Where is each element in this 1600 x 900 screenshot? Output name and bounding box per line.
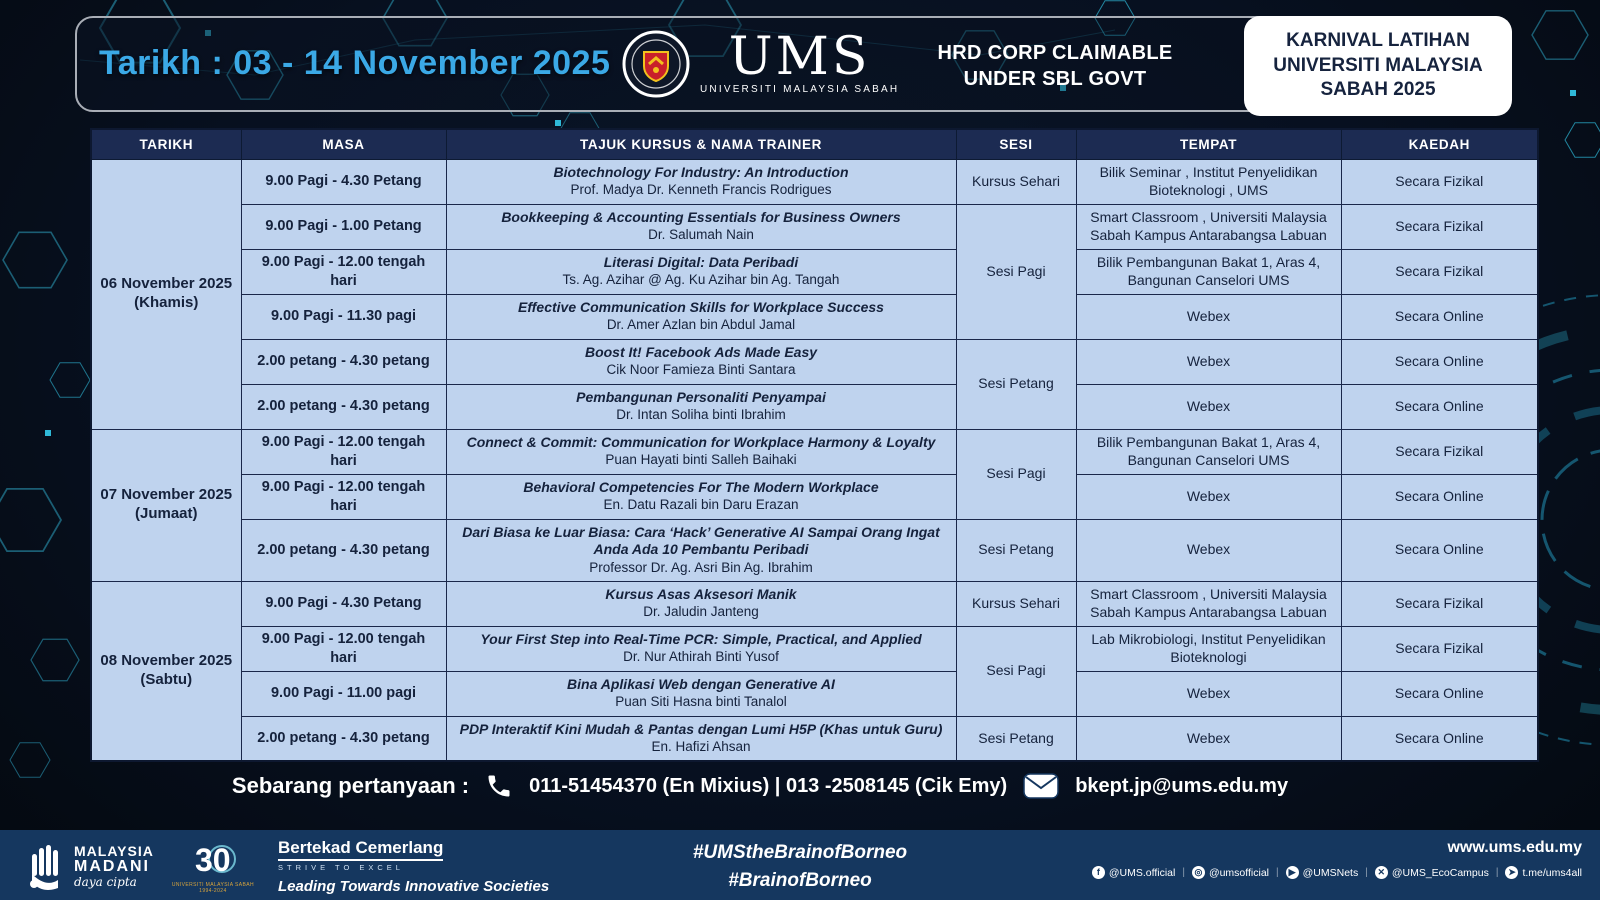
course-cell xyxy=(446,474,956,519)
kaedah-cell: Secara Fizikal xyxy=(1341,249,1538,294)
col-header-sesi: SESI xyxy=(956,129,1076,159)
table-row xyxy=(91,716,1538,761)
course-cell xyxy=(446,294,956,339)
divider: | xyxy=(1365,867,1368,878)
tempat-cell: Bilik Seminar , Institut Penyelidikan Bioteknologi , UMS xyxy=(1076,159,1341,204)
trainer-name: Professor Dr. Ag. Asri Bin Ag. Ibrahim xyxy=(589,559,813,575)
date-text: 08 November 2025 xyxy=(100,652,233,669)
table-row xyxy=(91,519,1538,581)
tempat-cell: Webex xyxy=(1076,339,1341,384)
ums-wordmark: UMS xyxy=(728,26,871,87)
kaedah-cell: Secara Online xyxy=(1341,519,1538,581)
kaedah-cell: Secara Fizikal xyxy=(1341,429,1538,474)
course-cell xyxy=(446,159,956,204)
masa-cell: 9.00 Pagi - 11.00 pagi xyxy=(241,671,446,716)
trainer-name: En. Datu Razali bin Daru Erazan xyxy=(603,497,799,513)
sesi-cell: Kursus Sehari xyxy=(956,581,1076,626)
youtube-handle: @UMSNets xyxy=(1302,866,1359,879)
masa-cell: 9.00 Pagi - 12.00 tengah hari xyxy=(241,249,446,294)
table-row xyxy=(91,159,1538,204)
masa-cell: 2.00 petang - 4.30 petang xyxy=(241,519,446,581)
social-facebook[interactable] xyxy=(1092,866,1175,879)
kaedah-cell: Secara Online xyxy=(1341,339,1538,384)
karnival-line1: KARNIVAL LATIHAN xyxy=(1286,29,1470,51)
trainer-name: Dr. Salumah Nain xyxy=(648,227,754,243)
masa-cell: 9.00 Pagi - 12.00 tengah hari xyxy=(241,474,446,519)
kaedah-cell: Secara Online xyxy=(1341,716,1538,761)
day-text: (Khamis) xyxy=(134,294,199,311)
motto-english: Leading Towards Innovative Societies xyxy=(277,878,550,895)
sesi-cell: Sesi Petang xyxy=(956,716,1076,761)
footer-left-logos xyxy=(28,838,549,895)
contact-label: Sebarang pertanyaan : xyxy=(231,773,470,798)
course-title: Your First Step into Real-Time PCR: Simple, Practical, and Applied xyxy=(480,630,922,647)
tempat-cell: Smart Classroom , Universiti Malaysia Sabah Kampus Antarabangsa Labuan xyxy=(1076,581,1341,626)
anniversary-30-icon xyxy=(189,840,237,882)
telegram-handle: t.me/ums4all xyxy=(1522,866,1582,879)
tempat-cell: Webex xyxy=(1076,716,1341,761)
ums-logo xyxy=(622,26,900,98)
contact-email[interactable]: bkept.jp@ums.edu.my xyxy=(1075,774,1289,797)
col-header-kaedah: KAEDAH xyxy=(1341,129,1538,159)
karnival-line3: SABAH 2025 xyxy=(1320,79,1436,101)
madani-line1: MALAYSIA xyxy=(74,842,154,859)
motto-strive: STRIVE TO EXCEL xyxy=(277,863,404,872)
sesi-cell: Sesi Petang xyxy=(956,339,1076,429)
website-link[interactable]: www.ums.edu.my xyxy=(1447,839,1582,856)
social-x[interactable] xyxy=(1375,866,1489,879)
divider: | xyxy=(1495,867,1499,878)
course-title: Behavioral Competencies For The Modern Workplace xyxy=(523,478,879,495)
tempat-cell: Bilik Pembangunan Bakat 1, Aras 4, Bangunan Canselori UMS xyxy=(1076,249,1341,294)
trainer-name: Ts. Ag. Azihar @ Ag. Ku Azihar bin Ag. Tangah xyxy=(562,272,840,288)
anniversary-30-logo xyxy=(172,840,254,894)
kaedah-cell: Secara Fizikal xyxy=(1341,204,1538,249)
anniversary-subtext: UNIVERSITI MALAYSIA SABAH xyxy=(171,881,254,888)
table-row xyxy=(91,671,1538,716)
date-cell xyxy=(91,159,241,429)
masa-cell: 9.00 Pagi - 1.00 Petang xyxy=(241,204,446,249)
divider: | xyxy=(1182,867,1185,878)
course-title: Dari Biasa ke Luar Biasa: Cara ‘Hack’ Generative AI Sampai Orang Ingat Anda Ada 10 Pembantu Peribadi xyxy=(462,523,940,558)
course-cell xyxy=(446,204,956,249)
trainer-name: Dr. Jaludin Janteng xyxy=(643,604,759,620)
instagram-icon: ◎ xyxy=(1192,866,1205,879)
masa-cell: 2.00 petang - 4.30 petang xyxy=(241,339,446,384)
col-header-masa: MASA xyxy=(241,129,446,159)
ums-crest-icon xyxy=(622,30,690,98)
kaedah-cell: Secara Fizikal xyxy=(1341,581,1538,626)
instagram-handle: @umsofficial xyxy=(1208,866,1270,879)
hashtag-2: #BrainofBorneo xyxy=(728,869,872,891)
course-cell xyxy=(446,339,956,384)
telegram-icon: ➤ xyxy=(1505,866,1518,879)
masa-cell: 9.00 Pagi - 4.30 Petang xyxy=(241,581,446,626)
course-cell xyxy=(446,626,956,671)
date-cell xyxy=(91,429,241,581)
motto-malay: Bertekad Cemerlang xyxy=(278,838,443,861)
course-cell xyxy=(446,716,956,761)
trainer-name: Prof. Madya Dr. Kenneth Francis Rodrigues xyxy=(570,182,832,198)
footer-hashtags xyxy=(693,839,907,894)
trainer-name: En. Hafizi Ahsan xyxy=(651,739,751,755)
kaedah-cell: Secara Online xyxy=(1341,384,1538,429)
course-title: Effective Communication Skills for Workplace Success xyxy=(518,298,884,315)
tempat-cell: Webex xyxy=(1076,671,1341,716)
day-text: (Jumaat) xyxy=(134,505,198,522)
x-handle: @UMS_EcoCampus xyxy=(1391,866,1489,879)
course-title: Bina Aplikasi Web dengan Generative AI xyxy=(567,675,835,692)
table-row xyxy=(91,249,1538,294)
social-links xyxy=(1092,866,1582,879)
motto-block xyxy=(278,838,549,895)
col-header-tempat: TEMPAT xyxy=(1076,129,1341,159)
header-banner xyxy=(75,16,1512,112)
sesi-cell: Sesi Pagi xyxy=(956,429,1076,519)
trainer-name: Cik Noor Famieza Binti Santara xyxy=(606,362,796,378)
kaedah-cell: Secara Online xyxy=(1341,671,1538,716)
anniversary-years: 1994-2024 xyxy=(199,887,227,894)
facebook-icon: f xyxy=(1092,866,1105,879)
karnival-line2: UNIVERSITI MALAYSIA xyxy=(1273,54,1483,76)
ums-wordmark-subtext: UNIVERSITI MALAYSIA SABAH xyxy=(700,84,900,96)
tempat-cell: Smart Classroom , Universiti Malaysia Sabah Kampus Antarabangsa Labuan xyxy=(1076,204,1341,249)
divider: | xyxy=(1276,867,1279,878)
trainer-name: Puan Hayati binti Salleh Baihaki xyxy=(605,452,797,468)
hrd-claimable-note xyxy=(915,40,1195,93)
sesi-cell: Sesi Petang xyxy=(956,519,1076,581)
svg-text:30: 30 xyxy=(194,841,231,878)
trainer-name: Dr. Amer Azlan bin Abdul Jamal xyxy=(606,317,796,333)
footer-right xyxy=(1092,839,1582,879)
table-row xyxy=(91,474,1538,519)
facebook-handle: @UMS.official xyxy=(1108,866,1176,879)
sesi-cell: Kursus Sehari xyxy=(956,159,1076,204)
x-icon: ✕ xyxy=(1375,866,1388,879)
course-cell xyxy=(446,249,956,294)
masa-cell: 9.00 Pagi - 12.00 tengah hari xyxy=(241,626,446,671)
karnival-title-box xyxy=(1244,16,1512,116)
schedule-table xyxy=(90,128,1539,762)
date-text: 06 November 2025 xyxy=(100,275,233,293)
date-cell xyxy=(91,581,241,761)
table-row xyxy=(91,204,1538,249)
hrd-line2: UNDER SBL GOVT xyxy=(963,68,1147,91)
course-title: Connect & Commit: Communication for Workplace Harmony & Loyalty xyxy=(466,433,936,450)
date-text: 07 November 2025 xyxy=(100,486,233,504)
tempat-cell: Lab Mikrobiologi, Institut Penyelidikan Bioteknologi xyxy=(1076,626,1341,671)
course-cell xyxy=(446,429,956,474)
tempat-cell: Webex xyxy=(1076,519,1341,581)
trainer-name: Puan Siti Hasna binti Tanalol xyxy=(615,694,787,710)
sesi-cell: Sesi Pagi xyxy=(956,204,1076,339)
social-instagram[interactable] xyxy=(1192,866,1269,879)
masa-cell: 9.00 Pagi - 12.00 tengah hari xyxy=(241,429,446,474)
table-row xyxy=(91,384,1538,429)
table-header-row xyxy=(91,129,1538,159)
madani-hand-icon xyxy=(28,844,66,890)
masa-cell: 2.00 petang - 4.30 petang xyxy=(241,716,446,761)
malaysia-madani-logo xyxy=(28,844,154,890)
tempat-cell: Webex xyxy=(1076,474,1341,519)
tempat-cell: Webex xyxy=(1076,294,1341,339)
course-cell xyxy=(446,519,956,581)
course-title: Literasi Digital: Data Peribadi xyxy=(603,253,799,270)
table-row xyxy=(91,339,1538,384)
phone-icon xyxy=(485,772,513,800)
table-row xyxy=(91,294,1538,339)
course-title: Boost It! Facebook Ads Made Easy xyxy=(584,343,818,360)
contact-row xyxy=(0,772,1520,800)
course-title: Bookkeeping & Accounting Essentials for Business Owners xyxy=(501,208,901,225)
hrd-line1: HRD CORP CLAIMABLE xyxy=(937,42,1173,64)
social-telegram[interactable] xyxy=(1505,866,1582,879)
kaedah-cell: Secara Fizikal xyxy=(1341,626,1538,671)
course-title: Pembangunan Personaliti Penyampai xyxy=(576,388,826,405)
masa-cell: 9.00 Pagi - 4.30 Petang xyxy=(241,159,446,204)
masa-cell: 9.00 Pagi - 11.30 pagi xyxy=(241,294,446,339)
course-cell xyxy=(446,581,956,626)
madani-line2: MADANI xyxy=(74,857,150,875)
course-title: Biotechnology For Industry: An Introduction xyxy=(553,163,849,180)
course-cell xyxy=(446,384,956,429)
course-cell xyxy=(446,671,956,716)
youtube-icon: ▶ xyxy=(1286,866,1299,879)
tempat-cell: Bilik Pembangunan Bakat 1, Aras 4, Bangunan Canselori UMS xyxy=(1076,429,1341,474)
date-range-title: Tarikh : 03 - 14 November 2025 xyxy=(99,44,611,82)
table-row xyxy=(91,626,1538,671)
kaedah-cell: Secara Online xyxy=(1341,474,1538,519)
trainer-name: Dr. Intan Soliha binti Ibrahim xyxy=(616,407,786,423)
hashtag-1: #UMStheBrainofBorneo xyxy=(692,842,908,863)
course-title: PDP Interaktif Kini Mudah & Pantas dengan Lumi H5P (Khas untuk Guru) xyxy=(459,720,943,737)
kaedah-cell: Secara Online xyxy=(1341,294,1538,339)
masa-cell: 2.00 petang - 4.30 petang xyxy=(241,384,446,429)
kaedah-cell: Secara Fizikal xyxy=(1341,159,1538,204)
day-text: (Sabtu) xyxy=(140,670,193,688)
trainer-name: Dr. Nur Athirah Binti Yusof xyxy=(623,649,779,665)
col-header-tarikh: TARIKH xyxy=(91,129,241,159)
footer-bar xyxy=(0,830,1600,900)
table-row xyxy=(91,581,1538,626)
email-icon xyxy=(1023,773,1059,799)
social-youtube[interactable] xyxy=(1286,866,1359,879)
contact-phones[interactable]: 011-51454370 (En Mixius) | 013 -2508145 (Cik Emy) xyxy=(529,774,1008,797)
col-header-tajuk: TAJUK KURSUS & NAMA TRAINER xyxy=(446,129,956,159)
table-row xyxy=(91,429,1538,474)
tempat-cell: Webex xyxy=(1076,384,1341,429)
course-title: Kursus Asas Aksesori Manik xyxy=(605,585,797,602)
sesi-cell: Sesi Pagi xyxy=(956,626,1076,716)
madani-tagline: daya cipta xyxy=(74,875,137,890)
